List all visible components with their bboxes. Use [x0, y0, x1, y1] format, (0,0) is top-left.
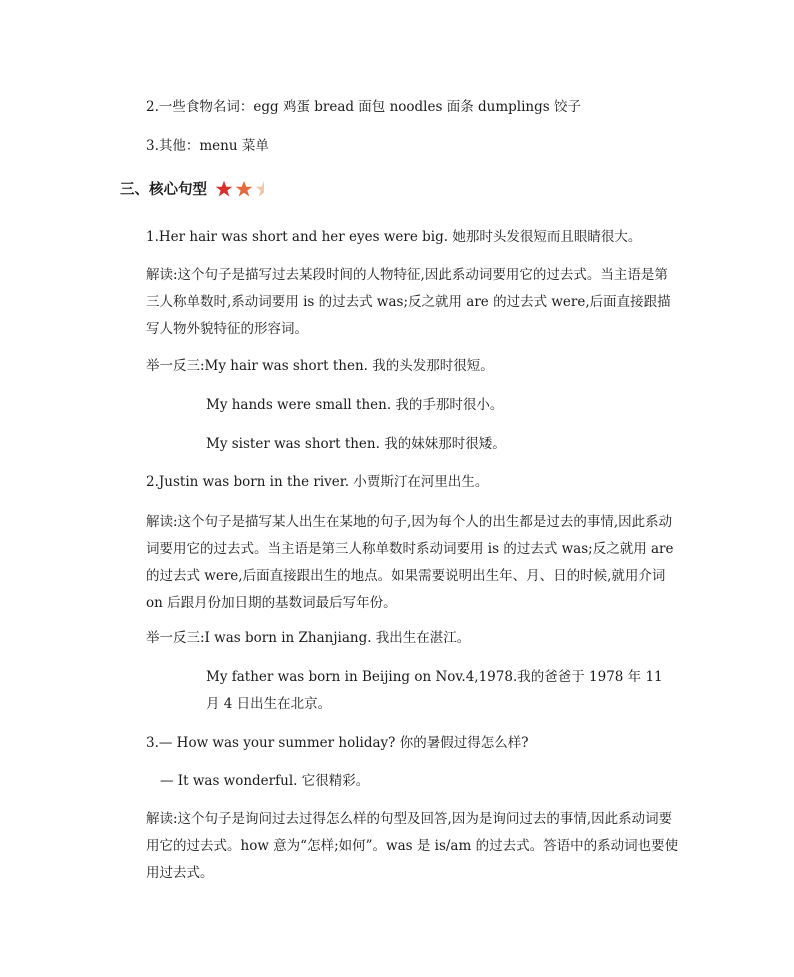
sentence2-example2: My father was born in Beijing on Nov.4,1978.我的爸爸于 1978 年 11 月 4 日出生在北京。 — [206, 669, 663, 712]
section-heading — [120, 178, 275, 199]
sentence1-example3: My sister was short then. 我的妹妹那时很矮。 — [206, 436, 506, 452]
rating-stars — [215, 180, 275, 198]
section-title: 三、核心句型 — [120, 181, 207, 198]
sentence2-text: 2.Justin was born in the river. 小贾斯汀在河里出生。 — [146, 474, 489, 490]
sentence1-text: 1.Her hair was short and her eyes were big. 她那时头发很短而且眼睛很大。 — [146, 229, 642, 245]
sentence3-question: 3.— How was your summer holiday? 你的暑假过得怎么样? — [146, 735, 529, 751]
others-line: 3.其他：menu 菜单 — [146, 138, 269, 154]
sentence3-explain: 解读:这个句子是询问过去过得怎么样的句型及回答,因为是询问过去的事情,因此系动词要用它的过去式。how 意为“怎样;如何”。was 是 is/am 的过去式。答语中的系动词也要使用过去式。 — [146, 811, 679, 881]
half-star-icon — [255, 180, 273, 198]
sentence2-example1: 举一反三:I was born in Zhanjiang. 我出生在湛江。 — [146, 630, 471, 646]
sentence3-answer: — It was wonderful. 它很精彩。 — [160, 773, 370, 789]
food-nouns-line: 2.一些食物名词：egg 鸡蛋 bread 面包 noodles 面条 dumplings 饺子 — [146, 99, 581, 115]
sentence1-example2: My hands were small then. 我的手那时很小。 — [206, 397, 504, 413]
star-icon — [215, 180, 233, 198]
sentence2-explain: 解读:这个句子是描写某人出生在某地的句子,因为每个人的出生都是过去的事情,因此系动词要用它的过去式。当主语是第三人称单数时系动词要用 is 的过去式 was;反之就用 are 的过去式 were,后面直接跟出生的地点。如果需要说明出生年、月、日的时候,就用介词 on 后跟月份加日期的基数词最后写年份。 — [146, 514, 674, 611]
sentence1-example1: 举一反三:My hair was short then. 我的头发那时很短。 — [146, 358, 494, 374]
star-icon — [235, 180, 253, 198]
sentence1-explain: 解读:这个句子是描写过去某段时间的人物特征,因此系动词要用它的过去式。当主语是第三人称单数时,系动词要用 is 的过去式 was;反之就用 are 的过去式 were,后面直接跟描写人物外貌特征的形容词。 — [146, 267, 671, 337]
